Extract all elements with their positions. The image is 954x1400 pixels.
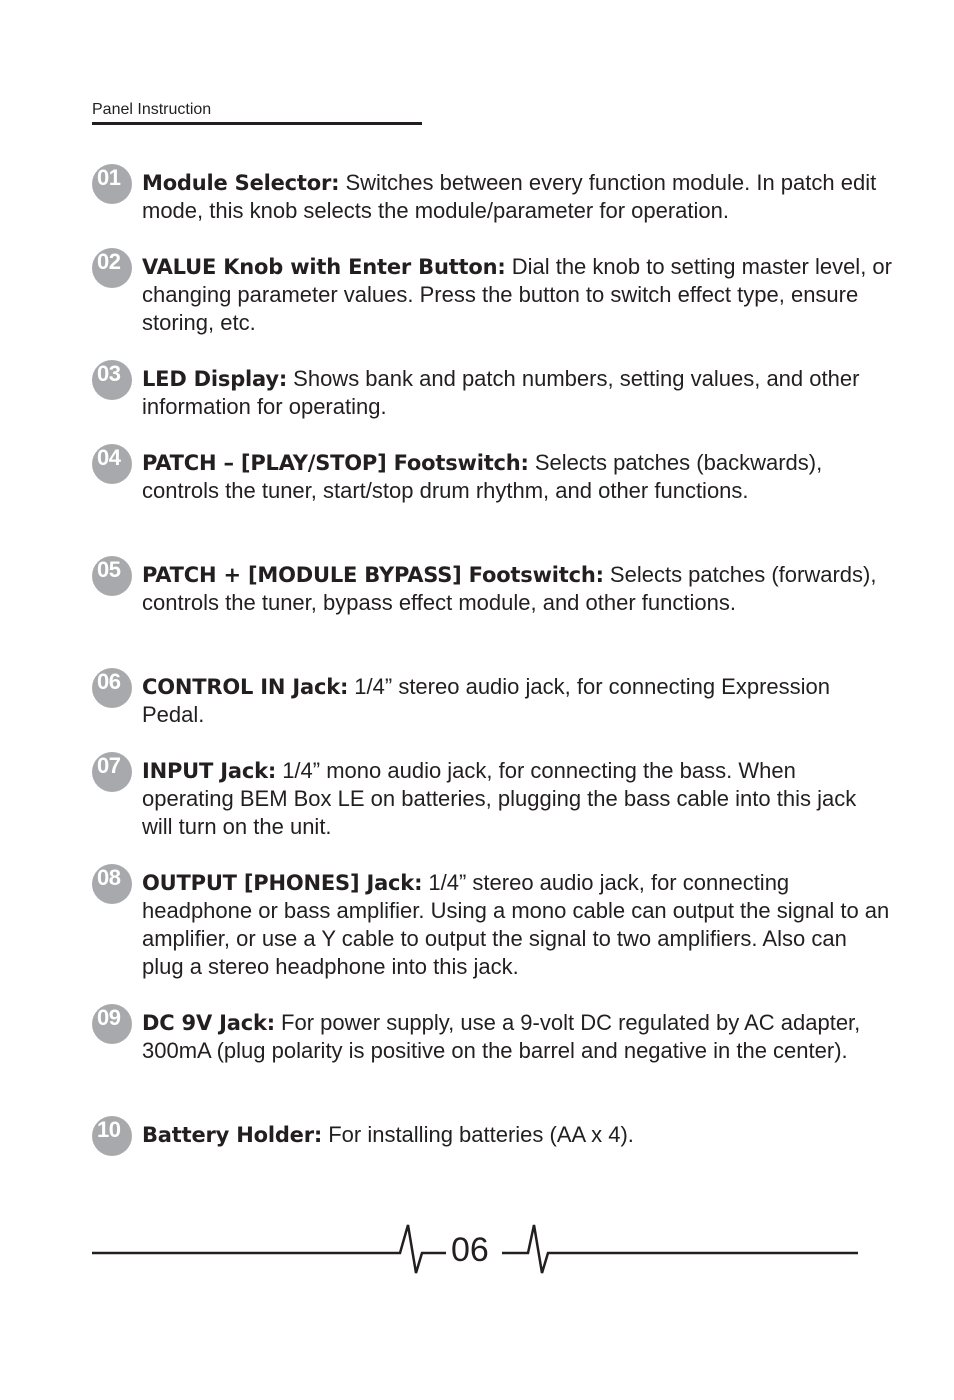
- list-item: [92, 865, 892, 981]
- item-number-badge: 05: [92, 556, 132, 596]
- list-item: [92, 249, 892, 337]
- page-header: [92, 101, 422, 125]
- item-text: [142, 757, 892, 841]
- item-description: 1/4” stereo audio jack, for connecting headphone or bass amplifier. Using a mono cable can output the signal to an amplifier, or use a Y cable to output the signal to two amplifiers. Also can plug a stereo headphone into this jack.: [142, 870, 890, 979]
- item-text: [142, 561, 892, 617]
- header-title: Panel Instruction: [92, 101, 212, 118]
- item-description: For power supply, use a 9-volt DC regulated by AC adapter, 300mA (plug polarity is positive on the barrel and negative in the center).: [142, 1010, 861, 1063]
- item-term: VALUE Knob with Enter Button:: [142, 255, 506, 279]
- item-description: 1/4” mono audio jack, for connecting the bass. When operating BEM Box LE on batteries, plugging the bass cable into this jack will turn on the unit.: [142, 758, 857, 839]
- list-item: [92, 669, 892, 729]
- list-item: [92, 445, 892, 505]
- list-item: [92, 1005, 892, 1065]
- item-term: LED Display:: [142, 367, 288, 391]
- item-number-badge: 01: [92, 164, 132, 204]
- item-term: DC 9V Jack:: [142, 1011, 275, 1035]
- item-number-badge: 08: [92, 864, 132, 904]
- item-term: PATCH + [MODULE BYPASS] Footswitch:: [142, 563, 604, 587]
- item-text: [142, 673, 892, 729]
- item-text: [142, 365, 892, 421]
- list-item: [92, 361, 892, 421]
- item-term: PATCH – [PLAY/STOP] Footswitch:: [142, 451, 529, 475]
- item-description: For installing batteries (AA x 4).: [322, 1122, 634, 1147]
- item-number-badge: 02: [92, 248, 132, 288]
- item-text: [142, 253, 892, 337]
- list-item: [92, 165, 892, 225]
- item-number-badge: 10: [92, 1116, 132, 1156]
- pulse-line-left: [92, 1225, 446, 1273]
- item-number-badge: 07: [92, 752, 132, 792]
- item-description: Shows bank and patch numbers, setting values, and other information for operating.: [142, 366, 860, 419]
- item-text: [142, 1009, 892, 1065]
- item-description: Dial the knob to setting master level, or changing parameter values. Press the button to switch effect type, ensure storing, etc.: [142, 254, 892, 335]
- item-description: 1/4” stereo audio jack, for connecting Expression Pedal.: [142, 674, 831, 727]
- item-text: [142, 1121, 892, 1149]
- pulse-line-right: [502, 1225, 858, 1273]
- list-item: [92, 753, 892, 841]
- list-item: [92, 557, 892, 617]
- item-term: Battery Holder:: [142, 1123, 323, 1147]
- item-term: Module Selector:: [142, 171, 340, 195]
- item-number-badge: 03: [92, 360, 132, 400]
- item-number-badge: 04: [92, 444, 132, 484]
- item-number-badge: 09: [92, 1004, 132, 1044]
- page-number: 06: [451, 1231, 489, 1269]
- item-description: Selects patches (backwards), controls the tuner, start/stop drum rhythm, and other functions.: [142, 450, 823, 503]
- item-term: INPUT Jack:: [142, 759, 277, 783]
- item-text: [142, 449, 892, 505]
- item-text: [142, 169, 892, 225]
- item-text: [142, 869, 892, 981]
- item-description: Selects patches (forwards), controls the tuner, bypass effect module, and other functions.: [142, 562, 877, 615]
- item-description: Switches between every function module. In patch edit mode, this knob selects the module/parameter for operation.: [142, 170, 877, 223]
- item-term: OUTPUT [PHONES] Jack:: [142, 871, 423, 895]
- item-number-badge: 06: [92, 668, 132, 708]
- list-item: [92, 1117, 892, 1149]
- item-term: CONTROL IN Jack:: [142, 675, 349, 699]
